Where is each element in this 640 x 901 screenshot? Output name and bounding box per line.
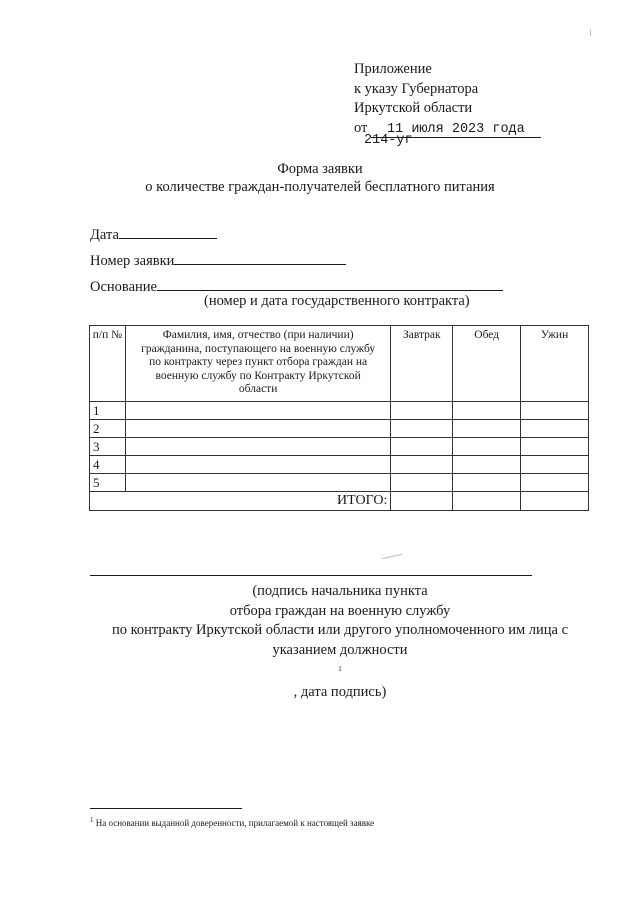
- total-lunch-cell[interactable]: [453, 492, 521, 511]
- row-number: 2: [90, 420, 126, 438]
- name-cell[interactable]: [125, 438, 390, 456]
- signature-caption-position: указанием должности: [272, 641, 408, 658]
- breakfast-cell[interactable]: [391, 402, 453, 420]
- header-name: Фамилия, имя, отчество (при наличии) гражданина, поступающего на военную службу по контракту через пункт отбора граждан на военную службу по Контракту Иркутской области: [125, 326, 390, 402]
- appendix-date-value: 11 июля 2023 года: [371, 122, 541, 138]
- form-subtitle: о количестве граждан-получателей бесплатного питания: [145, 179, 495, 195]
- footnote-marker: 1: [90, 816, 94, 824]
- table-row: [90, 402, 589, 420]
- date-field: [90, 224, 217, 244]
- name-cell[interactable]: [125, 474, 390, 492]
- request-number-label: Номер заявки: [90, 253, 175, 269]
- appendix-order-number: 214-уг: [364, 133, 413, 148]
- total-label: ИТОГО:: [90, 492, 391, 511]
- table-header-row: [90, 326, 589, 402]
- breakfast-cell[interactable]: [391, 438, 453, 456]
- dinner-cell[interactable]: [521, 438, 589, 456]
- dinner-cell[interactable]: [521, 402, 589, 420]
- total-row: [90, 492, 589, 511]
- basis-hint: (номер и дата государственного контракта): [204, 293, 470, 309]
- dinner-cell[interactable]: [521, 456, 589, 474]
- breakfast-cell[interactable]: [391, 456, 453, 474]
- lunch-cell[interactable]: [453, 456, 521, 474]
- signature-caption-date: , дата подпись): [293, 684, 387, 701]
- scan-artifact: [590, 30, 591, 36]
- breakfast-cell[interactable]: [391, 420, 453, 438]
- lunch-cell[interactable]: [453, 420, 521, 438]
- signature-caption-line3: по контракту Иркутской области или другого уполномоченного им лица с: [111, 622, 569, 638]
- appendix-date-prefix: от: [354, 119, 368, 136]
- table-row: [90, 438, 589, 456]
- table-row: [90, 456, 589, 474]
- appendix-block: [354, 60, 541, 138]
- footnote: [90, 816, 374, 828]
- name-cell[interactable]: [125, 456, 390, 474]
- appendix-title: Приложение: [354, 61, 432, 77]
- lunch-cell[interactable]: [453, 474, 521, 492]
- row-number: 3: [90, 438, 126, 456]
- row-number: 4: [90, 456, 126, 474]
- header-num: п/п №: [90, 326, 126, 402]
- table-row: [90, 420, 589, 438]
- header-lunch: Обед: [453, 326, 521, 402]
- signature-caption-line2: отбора граждан на военную службу: [229, 602, 451, 619]
- row-number: 1: [90, 402, 126, 420]
- breakfast-cell[interactable]: [391, 474, 453, 492]
- date-label: Дата: [90, 227, 119, 243]
- date-blank: [119, 224, 217, 239]
- request-number-field: [90, 250, 346, 270]
- lunch-cell[interactable]: [453, 402, 521, 420]
- total-dinner-cell[interactable]: [521, 492, 589, 511]
- header-breakfast: Завтрак: [391, 326, 453, 402]
- total-breakfast-cell[interactable]: [391, 492, 453, 511]
- footnote-reference[interactable]: 1: [338, 665, 342, 673]
- footnote-rule: [90, 808, 242, 809]
- dinner-cell[interactable]: [521, 420, 589, 438]
- name-cell[interactable]: [125, 402, 390, 420]
- footnote-text: На основании выданной доверенности, прилагаемой к настоящей заявке: [95, 818, 375, 828]
- scan-artifact: [382, 554, 402, 559]
- signature-caption-line4: [60, 641, 620, 703]
- header-dinner: Ужин: [521, 326, 589, 402]
- basis-label: Основание: [90, 279, 157, 295]
- form-title: Форма заявки: [277, 161, 363, 177]
- table-row: [90, 474, 589, 492]
- request-number-blank: [174, 250, 346, 265]
- signature-caption: [60, 582, 620, 703]
- appendix-region: Иркутской области: [354, 100, 473, 116]
- name-cell[interactable]: [125, 420, 390, 438]
- signature-line: [90, 575, 532, 576]
- lunch-cell[interactable]: [453, 438, 521, 456]
- appendix-decree-ref: к указу Губернатора: [354, 80, 479, 97]
- basis-blank: [157, 276, 503, 291]
- recipients-table: [89, 325, 589, 511]
- dinner-cell[interactable]: [521, 474, 589, 492]
- signature-caption-line1: (подпись начальника пункта: [252, 583, 428, 599]
- row-number: 5: [90, 474, 126, 492]
